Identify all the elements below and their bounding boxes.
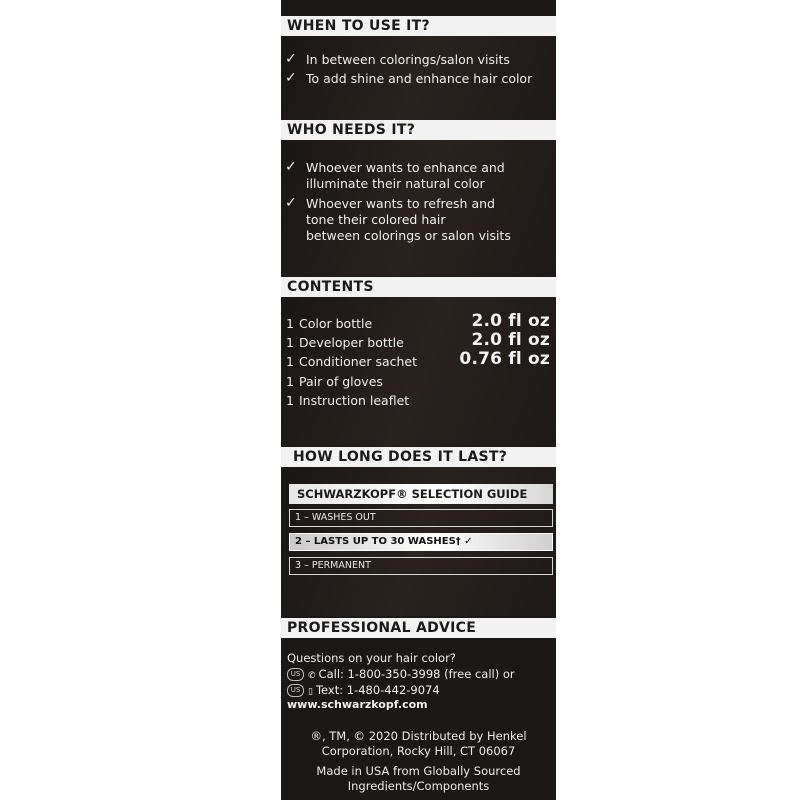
legal-line: Corporation, Rocky Hill, CT 06067 <box>321 744 516 758</box>
who-item-line: Whoever wants to enhance and <box>306 160 505 175</box>
check-icon: ✓ <box>285 195 297 211</box>
advice-question: Questions on your hair color? <box>287 651 456 665</box>
legal-line: ®, TM, © 2020 Distributed by Henkel <box>310 729 527 743</box>
who-item-line: tone their colored hair <box>306 212 446 227</box>
contents-amount: 2.0 fl oz <box>471 330 550 350</box>
contents-amount: 0.76 fl oz <box>459 349 550 369</box>
website-link[interactable]: www.schwarzkopf.com <box>287 698 428 711</box>
check-icon: ✓ <box>285 159 297 175</box>
phone-icon: ✆ <box>308 671 316 681</box>
advice-text-line: US ▯ Text: 1-480-442-9074 <box>287 683 440 697</box>
contents-item: 1 Conditioner sachet <box>286 354 418 369</box>
advice-header: PROFESSIONAL ADVICE <box>281 618 556 638</box>
check-icon: ✓ <box>285 51 297 67</box>
contents-section <box>281 297 556 446</box>
who-header: WHO NEEDS IT? <box>281 120 556 140</box>
contents-item: 1 Color bottle <box>286 316 373 331</box>
who-item-line: illuminate their natural color <box>306 176 485 191</box>
who-section <box>281 140 556 276</box>
when-item: In between colorings/salon visits <box>306 52 510 67</box>
when-item: To add shine and enhance hair color <box>306 71 533 86</box>
mobile-icon: ▯ <box>308 687 313 697</box>
contents-header: CONTENTS <box>281 277 556 297</box>
made-in-line: Made in USA from Globally Sourced <box>316 764 521 778</box>
contents-item: 1 Developer bottle <box>286 335 404 350</box>
who-item-line: Whoever wants to refresh and <box>306 196 495 211</box>
check-icon: ✓ <box>285 70 297 86</box>
last-header: HOW LONG DOES IT LAST? <box>281 447 556 467</box>
contents-amount: 2.0 fl oz <box>471 311 550 331</box>
when-header: WHEN TO USE IT? <box>281 16 556 36</box>
us-badge-icon: US <box>287 668 304 681</box>
who-item-line: between colorings or salon visits <box>306 228 511 243</box>
us-badge-icon: US <box>287 684 304 697</box>
guide-option-selected: 2 – LASTS UP TO 30 WASHES† ✓ <box>289 533 553 551</box>
selection-guide-title: SCHWARZKOPF® SELECTION GUIDE <box>289 484 553 504</box>
contents-item: 1 Instruction leaflet <box>286 393 410 408</box>
guide-option: 3 – PERMANENT <box>289 557 553 575</box>
made-in-line: Ingredients/Components <box>347 779 490 793</box>
advice-call-line: US ✆ Call: 1-800-350-3998 (free call) or <box>287 667 515 681</box>
contents-item: 1 Pair of gloves <box>286 374 383 389</box>
guide-option: 1 – WASHES OUT <box>289 509 553 527</box>
when-section <box>281 36 556 120</box>
product-info-panel <box>281 0 556 800</box>
